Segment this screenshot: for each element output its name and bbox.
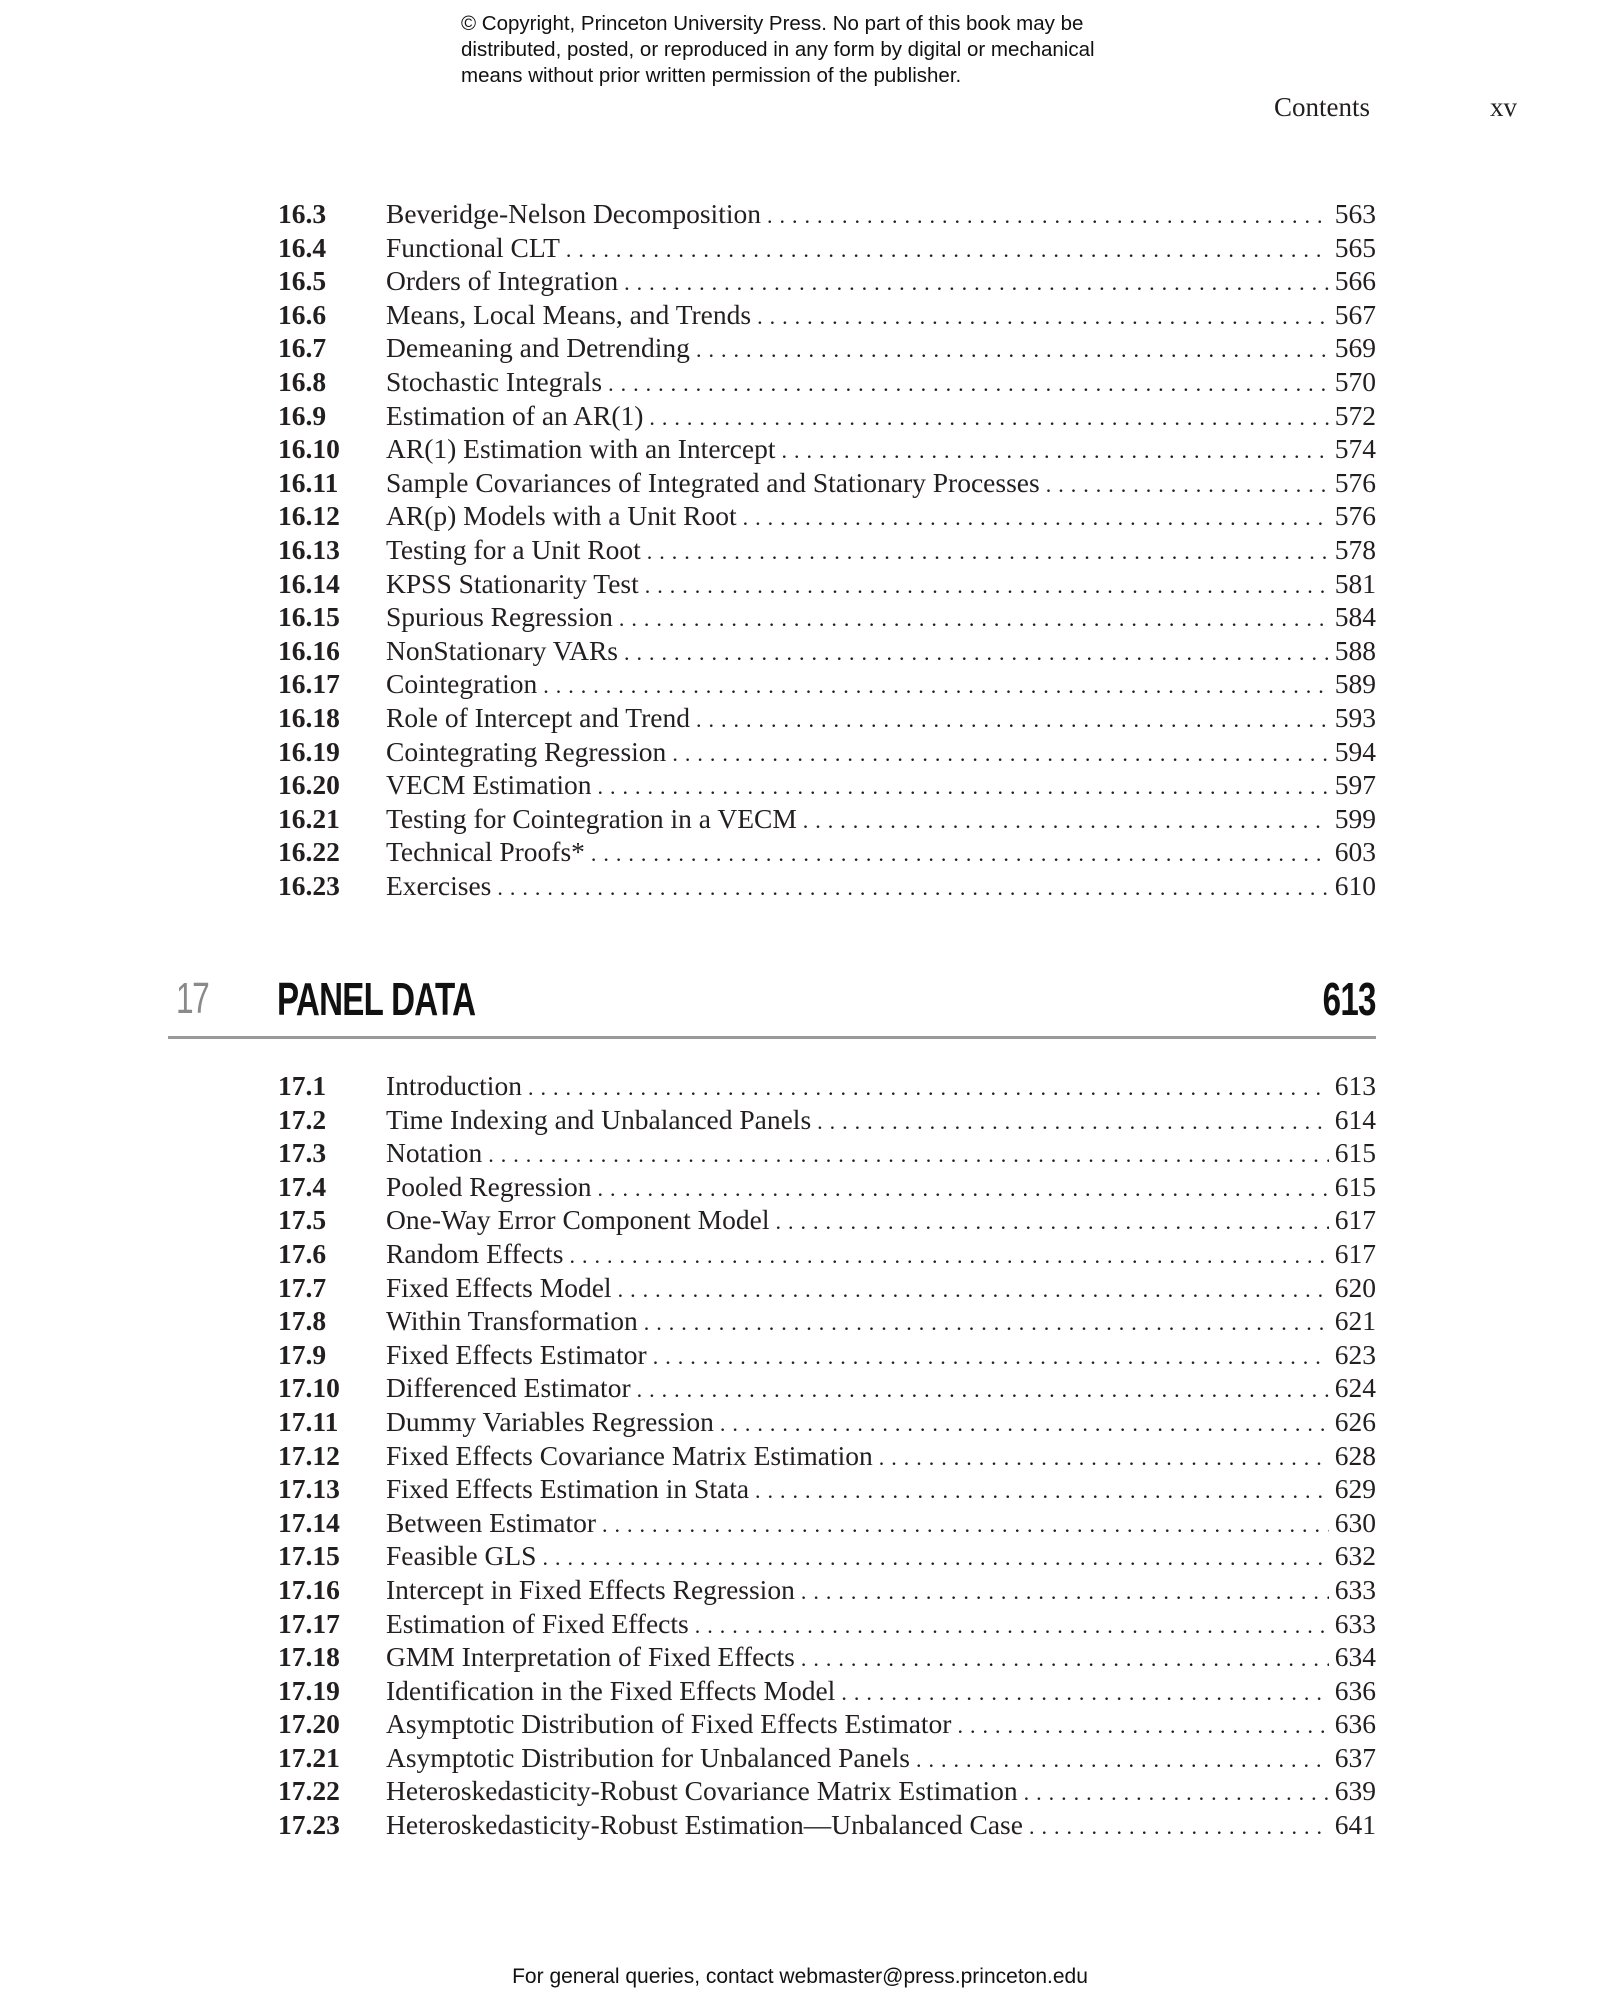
toc-entry[interactable]: [278, 667, 1376, 701]
section-page-number: 628: [1334, 1439, 1376, 1471]
section-number: 17.18: [278, 1641, 340, 1673]
toc-entry[interactable]: [278, 533, 1376, 567]
toc-chapter-17: [278, 1069, 1376, 1842]
toc-entry[interactable]: [278, 1170, 1376, 1204]
dot-leader: [695, 1609, 1329, 1643]
section-page-number: 637: [1334, 1741, 1376, 1773]
section-page-number: 565: [1334, 231, 1376, 263]
section-title: Asymptotic Distribution for Unbalanced Panels: [386, 1741, 910, 1773]
copyright-notice: © Copyright, Princeton University Press. No part of this book may be distributed, posted, or reproduced in any form by digital or mechanical means without prior written permission of the publisher.: [461, 12, 1095, 87]
section-page-number: 626: [1334, 1405, 1376, 1437]
toc-entry[interactable]: [278, 1539, 1376, 1573]
dot-leader: [644, 1306, 1329, 1340]
dot-leader: [542, 1541, 1328, 1575]
dot-leader: [645, 569, 1329, 603]
section-title: Cointegration: [386, 668, 538, 700]
toc-entry[interactable]: [278, 1405, 1376, 1439]
section-page-number: 572: [1334, 399, 1376, 431]
dot-leader: [653, 1340, 1329, 1374]
section-title: One-Way Error Component Model: [386, 1204, 770, 1236]
section-page-number: 597: [1334, 769, 1376, 801]
dot-leader: [624, 636, 1329, 670]
section-page-number: 639: [1334, 1775, 1376, 1807]
toc-entry[interactable]: [278, 1103, 1376, 1137]
chapter-page-number: 613: [1322, 973, 1376, 1025]
toc-entry[interactable]: [278, 331, 1376, 365]
section-number: 17.20: [278, 1708, 340, 1740]
section-title: Dummy Variables Regression: [386, 1405, 714, 1437]
section-title: Orders of Integration: [386, 265, 619, 297]
dot-leader: [672, 737, 1328, 771]
section-page-number: 588: [1334, 634, 1376, 666]
section-title: AR(p) Models with a Unit Root: [386, 500, 737, 532]
section-number: 16.19: [278, 735, 340, 767]
toc-entry[interactable]: [278, 1203, 1376, 1237]
section-number: 17.19: [278, 1674, 340, 1706]
toc-entry[interactable]: [278, 802, 1376, 836]
section-page-number: 613: [1334, 1070, 1376, 1101]
toc-entry[interactable]: [278, 1674, 1376, 1708]
toc-entry[interactable]: [278, 1707, 1376, 1741]
toc-entry[interactable]: [278, 600, 1376, 634]
section-page-number: 574: [1334, 433, 1376, 465]
section-title: Estimation of an AR(1): [386, 399, 644, 431]
section-number: 17.8: [278, 1305, 327, 1337]
section-page-number: 621: [1334, 1305, 1376, 1337]
toc-entry[interactable]: [278, 298, 1376, 332]
chapter-heading: [168, 968, 1376, 1040]
section-title: Time Indexing and Unbalanced Panels: [386, 1103, 812, 1135]
dot-leader: [566, 233, 1329, 267]
toc-entry[interactable]: [278, 1338, 1376, 1372]
section-title: Beveridge-Nelson Decomposition: [386, 198, 761, 229]
toc-entry[interactable]: [278, 835, 1376, 869]
section-number: 16.16: [278, 634, 340, 666]
section-title: Stochastic Integrals: [386, 365, 603, 397]
toc-entry[interactable]: [278, 1808, 1376, 1842]
chapter-divider: [168, 1036, 1376, 1039]
toc-entry[interactable]: [278, 1271, 1376, 1305]
section-page-number: 594: [1334, 735, 1376, 767]
section-number: 16.13: [278, 533, 340, 565]
section-title: Within Transformation: [386, 1305, 638, 1337]
section-page-number: 633: [1334, 1607, 1376, 1639]
section-page-number: 634: [1334, 1641, 1376, 1673]
section-title: Functional CLT: [386, 231, 560, 263]
dot-leader: [624, 266, 1329, 300]
running-head-title: Contents: [1274, 92, 1371, 122]
section-title: Notation: [386, 1137, 483, 1169]
dot-leader: [757, 300, 1329, 334]
section-number: 17.15: [278, 1540, 340, 1572]
toc-entry[interactable]: [278, 365, 1376, 399]
toc-entry[interactable]: [278, 634, 1376, 668]
section-title: Fixed Effects Estimator: [386, 1338, 647, 1370]
section-number: 16.11: [278, 466, 339, 498]
dot-leader: [1029, 1810, 1329, 1844]
section-title: Cointegrating Regression: [386, 735, 667, 767]
section-number: 17.17: [278, 1607, 340, 1639]
dot-leader: [618, 1273, 1329, 1307]
section-title: Exercises: [386, 869, 492, 901]
dot-leader: [782, 434, 1329, 468]
toc-entry[interactable]: [278, 1472, 1376, 1506]
section-page-number: 610: [1334, 869, 1376, 901]
section-number: 16.17: [278, 668, 340, 700]
section-page-number: 633: [1334, 1573, 1376, 1605]
toc-entry[interactable]: [278, 735, 1376, 769]
dot-leader: [767, 199, 1329, 233]
toc-entry[interactable]: [278, 231, 1376, 265]
section-title: Means, Local Means, and Trends: [386, 298, 752, 330]
section-number: 17.5: [278, 1204, 327, 1236]
section-page-number: 624: [1334, 1372, 1376, 1404]
dot-leader: [591, 837, 1329, 871]
section-page-number: 566: [1334, 265, 1376, 297]
section-title: Pooled Regression: [386, 1170, 592, 1202]
section-number: 17.7: [278, 1271, 327, 1303]
toc-entry[interactable]: [278, 1573, 1376, 1607]
section-page-number: 570: [1334, 365, 1376, 397]
dot-leader: [720, 1407, 1329, 1441]
section-page-number: 567: [1334, 298, 1376, 330]
section-page-number: 615: [1334, 1137, 1376, 1169]
section-page-number: 563: [1334, 198, 1376, 229]
section-number: 16.10: [278, 433, 340, 465]
section-number: 16.8: [278, 365, 327, 397]
section-number: 17.6: [278, 1237, 327, 1269]
section-page-number: 620: [1334, 1271, 1376, 1303]
section-number: 16.18: [278, 701, 340, 733]
section-number: 17.9: [278, 1338, 327, 1370]
section-number: 17.11: [278, 1405, 339, 1437]
section-number: 17.22: [278, 1775, 340, 1807]
dot-leader: [598, 770, 1329, 804]
dot-leader: [528, 1071, 1329, 1105]
section-title: Between Estimator: [386, 1506, 597, 1538]
section-title: Spurious Regression: [386, 601, 613, 633]
toc-entry[interactable]: [278, 399, 1376, 433]
toc-entry[interactable]: [278, 768, 1376, 802]
dot-leader: [488, 1138, 1329, 1172]
section-title: Testing for Cointegration in a VECM: [386, 802, 797, 834]
section-title: Role of Intercept and Trend: [386, 701, 690, 733]
section-title: AR(1) Estimation with an Intercept: [386, 433, 776, 465]
dot-leader: [497, 871, 1328, 905]
section-page-number: 636: [1334, 1674, 1376, 1706]
section-number: 16.7: [278, 332, 327, 364]
section-page-number: 578: [1334, 533, 1376, 565]
section-number: 17.23: [278, 1809, 340, 1841]
section-number: 16.15: [278, 601, 340, 633]
section-page-number: 576: [1334, 466, 1376, 498]
section-number: 16.21: [278, 802, 340, 834]
section-number: 17.2: [278, 1103, 327, 1135]
dot-leader: [957, 1709, 1328, 1743]
section-page-number: 617: [1334, 1204, 1376, 1236]
dot-leader: [755, 1474, 1329, 1508]
dot-leader: [602, 1508, 1329, 1542]
section-page-number: 641: [1334, 1809, 1376, 1841]
section-page-number: 614: [1334, 1103, 1376, 1135]
toc-entry[interactable]: [278, 264, 1376, 298]
section-title: Fixed Effects Estimation in Stata: [386, 1473, 750, 1505]
toc-entry[interactable]: [278, 1136, 1376, 1170]
section-page-number: 623: [1334, 1338, 1376, 1370]
section-number: 17.14: [278, 1506, 340, 1538]
toc-entry[interactable]: [278, 432, 1376, 466]
toc-entry[interactable]: [278, 499, 1376, 533]
section-page-number: 584: [1334, 601, 1376, 633]
dot-leader: [1024, 1776, 1329, 1810]
section-title: KPSS Stationarity Test: [386, 567, 639, 599]
section-title: NonStationary VARs: [386, 634, 618, 666]
section-page-number: 569: [1334, 332, 1376, 364]
section-page-number: 629: [1334, 1473, 1376, 1505]
toc-entry[interactable]: [278, 1774, 1376, 1808]
toc-entry[interactable]: [278, 1237, 1376, 1271]
section-page-number: 581: [1334, 567, 1376, 599]
dot-leader: [543, 669, 1329, 703]
toc-entry[interactable]: [278, 1439, 1376, 1473]
section-page-number: 603: [1334, 836, 1376, 868]
section-title: Technical Proofs*: [386, 836, 585, 868]
section-number: 16.20: [278, 769, 340, 801]
section-number: 17.21: [278, 1741, 340, 1773]
section-number: 16.3: [278, 198, 327, 229]
dot-leader: [608, 367, 1329, 401]
toc-entry[interactable]: [278, 1371, 1376, 1405]
section-number: 17.12: [278, 1439, 340, 1471]
section-number: 16.9: [278, 399, 327, 431]
section-number: 17.1: [278, 1070, 327, 1101]
dot-leader: [649, 401, 1328, 435]
section-number: 16.5: [278, 265, 327, 297]
section-title: Heteroskedasticity-Robust Covariance Matrix Estimation: [386, 1775, 1018, 1807]
toc-entry[interactable]: [278, 1304, 1376, 1338]
section-title: Fixed Effects Model: [386, 1271, 612, 1303]
section-title: Intercept in Fixed Effects Regression: [386, 1573, 795, 1605]
section-title: Feasible GLS: [386, 1540, 537, 1572]
dot-leader: [879, 1441, 1329, 1475]
section-page-number: 632: [1334, 1540, 1376, 1572]
section-page-number: 589: [1334, 668, 1376, 700]
section-number: 16.12: [278, 500, 340, 532]
toc-entry[interactable]: [278, 701, 1376, 735]
chapter-title: PANEL DATA: [277, 973, 476, 1025]
section-page-number: 599: [1334, 802, 1376, 834]
section-number: 16.22: [278, 836, 340, 868]
toc-entry[interactable]: [278, 1640, 1376, 1674]
section-number: 16.23: [278, 869, 340, 901]
section-title: VECM Estimation: [386, 769, 592, 801]
section-number: 17.16: [278, 1573, 340, 1605]
section-page-number: 630: [1334, 1506, 1376, 1538]
dot-leader: [696, 333, 1329, 367]
dot-leader: [696, 703, 1329, 737]
section-page-number: 593: [1334, 701, 1376, 733]
dot-leader: [803, 804, 1329, 838]
section-title: Introduction: [386, 1070, 522, 1101]
section-title: Testing for a Unit Root: [386, 533, 641, 565]
section-title: Identification in the Fixed Effects Model: [386, 1674, 836, 1706]
dot-leader: [775, 1205, 1328, 1239]
section-title: Sample Covariances of Integrated and Stationary Processes: [386, 466, 1040, 498]
section-number: 16.4: [278, 231, 327, 263]
section-title: Heteroskedasticity-Robust Estimation—Unbalanced Case: [386, 1809, 1023, 1841]
toc-chapter-16: [278, 197, 1376, 902]
page-folio: xv: [1490, 92, 1517, 122]
section-title: Differenced Estimator: [386, 1372, 631, 1404]
section-title: Random Effects: [386, 1237, 564, 1269]
dot-leader: [916, 1743, 1329, 1777]
dot-leader: [743, 501, 1329, 535]
section-number: 17.3: [278, 1137, 327, 1169]
dot-leader: [841, 1676, 1328, 1710]
section-page-number: 617: [1334, 1237, 1376, 1269]
dot-leader: [801, 1575, 1329, 1609]
dot-leader: [817, 1105, 1329, 1139]
section-number: 17.4: [278, 1170, 327, 1202]
toc-entry[interactable]: [278, 1069, 1376, 1103]
toc-entry[interactable]: [278, 869, 1376, 903]
section-page-number: 576: [1334, 500, 1376, 532]
toc-entry[interactable]: [278, 1506, 1376, 1540]
toc-entry[interactable]: [278, 466, 1376, 500]
dot-leader: [647, 535, 1329, 569]
section-title: GMM Interpretation of Fixed Effects: [386, 1641, 795, 1673]
toc-entry[interactable]: [278, 1741, 1376, 1775]
dot-leader: [637, 1373, 1329, 1407]
section-title: Demeaning and Detrending: [386, 332, 690, 364]
section-number: 17.13: [278, 1473, 340, 1505]
section-number: 17.10: [278, 1372, 340, 1404]
dot-leader: [1046, 468, 1329, 502]
footer-contact: For general queries, contact webmaster@press.princeton.edu: [512, 1965, 1088, 1988]
dot-leader: [569, 1239, 1328, 1273]
section-page-number: 615: [1334, 1170, 1376, 1202]
toc-entry[interactable]: [278, 197, 1376, 231]
section-number: 16.14: [278, 567, 340, 599]
toc-entry[interactable]: [278, 567, 1376, 601]
chapter-number: 17: [176, 974, 209, 1023]
dot-leader: [597, 1172, 1328, 1206]
section-title: Asymptotic Distribution of Fixed Effects Estimator: [386, 1708, 952, 1740]
section-title: Estimation of Fixed Effects: [386, 1607, 689, 1639]
dot-leader: [619, 602, 1329, 636]
toc-entry[interactable]: [278, 1607, 1376, 1641]
section-page-number: 636: [1334, 1708, 1376, 1740]
section-number: 16.6: [278, 298, 327, 330]
section-title: Fixed Effects Covariance Matrix Estimation: [386, 1439, 873, 1471]
dot-leader: [801, 1642, 1329, 1676]
